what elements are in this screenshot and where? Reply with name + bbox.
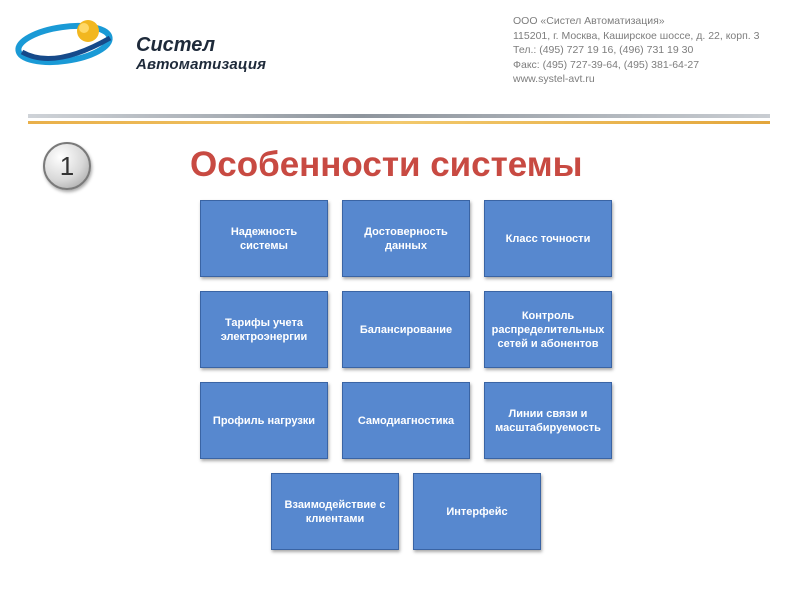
tile-self-diagnostics: Самодиагностика xyxy=(342,382,470,459)
slide-number: 1 xyxy=(59,150,75,181)
contact-fax: Факс: (495) 727-39-64, (495) 381-64-27 xyxy=(513,58,700,71)
header-divider-gold xyxy=(28,121,770,124)
tile-reliability: Надежность системы xyxy=(200,200,328,277)
contact-phone: Тел.: (495) 727 19 16, (496) 731 19 30 xyxy=(513,44,694,56)
logo-swoosh-icon xyxy=(14,14,124,74)
page-title: Особенности системы xyxy=(190,145,583,184)
contact-company: ООО «Систел Автоматизация» xyxy=(513,15,665,27)
tile-data-accuracy: Достоверность данных xyxy=(342,200,470,277)
tile-balancing: Балансирование xyxy=(342,291,470,368)
contact-website: www.systel-avt.ru xyxy=(513,73,595,85)
header-divider-gray xyxy=(28,114,770,118)
tile-communication-lines: Линии связи и масштабируемость xyxy=(484,382,612,459)
tile-network-control: Контроль распределительных сетей и абонентов xyxy=(484,291,612,368)
contact-address: 115201, г. Москва, Каширское шоссе, д. 22, корп. 3 xyxy=(513,29,760,42)
logo-line-1: Систел xyxy=(136,34,216,56)
company-contacts xyxy=(513,14,793,87)
slide-number-badge xyxy=(43,142,91,190)
logo-line-2: Автоматизация xyxy=(136,56,267,73)
company-logo xyxy=(14,14,314,74)
tile-electricity-tariffs: Тарифы учета электроэнергии xyxy=(200,291,328,368)
tile-accuracy-class: Класс точности xyxy=(484,200,612,277)
tile-interface: Интерфейс xyxy=(413,473,541,550)
tile-client-interaction: Взаимодействие с клиентами xyxy=(271,473,399,550)
tile-load-profile: Профиль нагрузки xyxy=(200,382,328,459)
logo-text xyxy=(136,34,266,74)
